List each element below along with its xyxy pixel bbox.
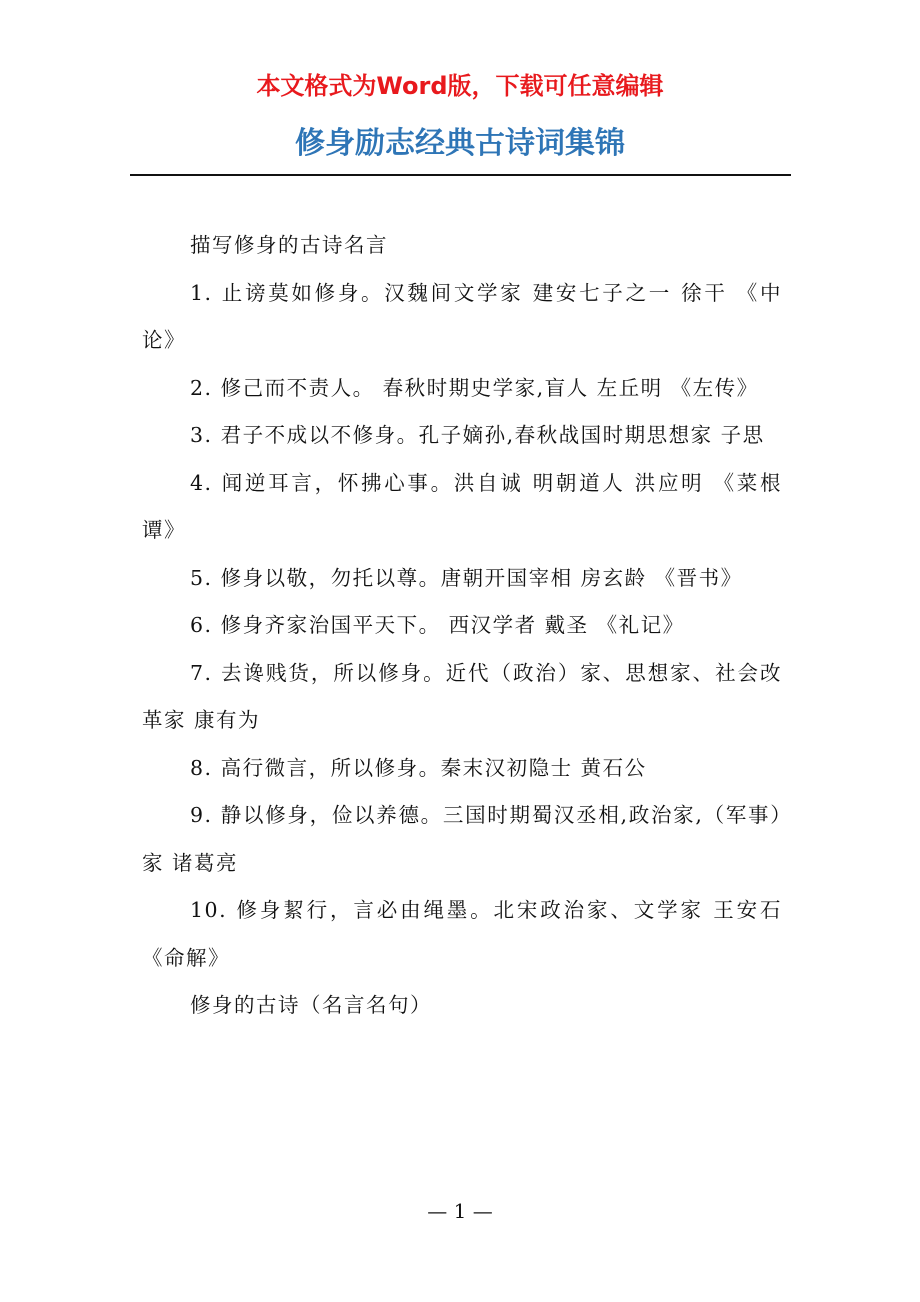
header-divider (130, 174, 791, 176)
quote-item-2: 2. 修己而不责人。 春秋时期史学家,盲人 左丘明 《左传》 (190, 375, 759, 400)
quote-item-6: 6. 修身齐家治国平天下。 西汉学者 戴圣 《礼记》 (190, 613, 685, 637)
quote-item-7: 7. 去谗贱货，所以修身。近代（政治）家、思想家、社会改革家 康有为 (142, 660, 782, 732)
quote-item-4: 4. 闻逆耳言，怀拂心事。洪自诚 明朝道人 洪应明 《菜根谭》 (142, 470, 782, 542)
document-title: 修身励志经典古诗词集锦 (295, 126, 625, 161)
format-notice: 本文格式为Word版，下载可任意编辑 (256, 72, 664, 100)
quote-item-5: 5. 修身以敬，勿托以尊。唐朝开国宰相 房玄龄 《晋书》 (190, 565, 743, 590)
quote-item-3: 3. 君子不成以不修身。孔子嫡孙,春秋战国时期思想家 子思 (190, 423, 765, 447)
page-number: — 1 — (427, 1199, 493, 1223)
quote-item-1: 1. 止谤莫如修身。汉魏间文学家 建安七子之一 徐干 《中论》 (142, 280, 782, 352)
quote-item-9: 9. 静以修身，俭以养德。三国时期蜀汉丞相,政治家,（军事）家 诸葛亮 (142, 803, 782, 875)
document-body (142, 222, 782, 1030)
section-heading-2: 修身的古诗（名言名句） (190, 993, 432, 1017)
quote-item-10: 10. 修身絜行，言必由绳墨。北宋政治家、文学家 王安石 《命解》 (142, 898, 782, 970)
section-heading: 描写修身的古诗名言 (190, 233, 388, 257)
quote-item-8: 8. 高行微言，所以修身。秦末汉初隐士 黄石公 (190, 755, 647, 780)
